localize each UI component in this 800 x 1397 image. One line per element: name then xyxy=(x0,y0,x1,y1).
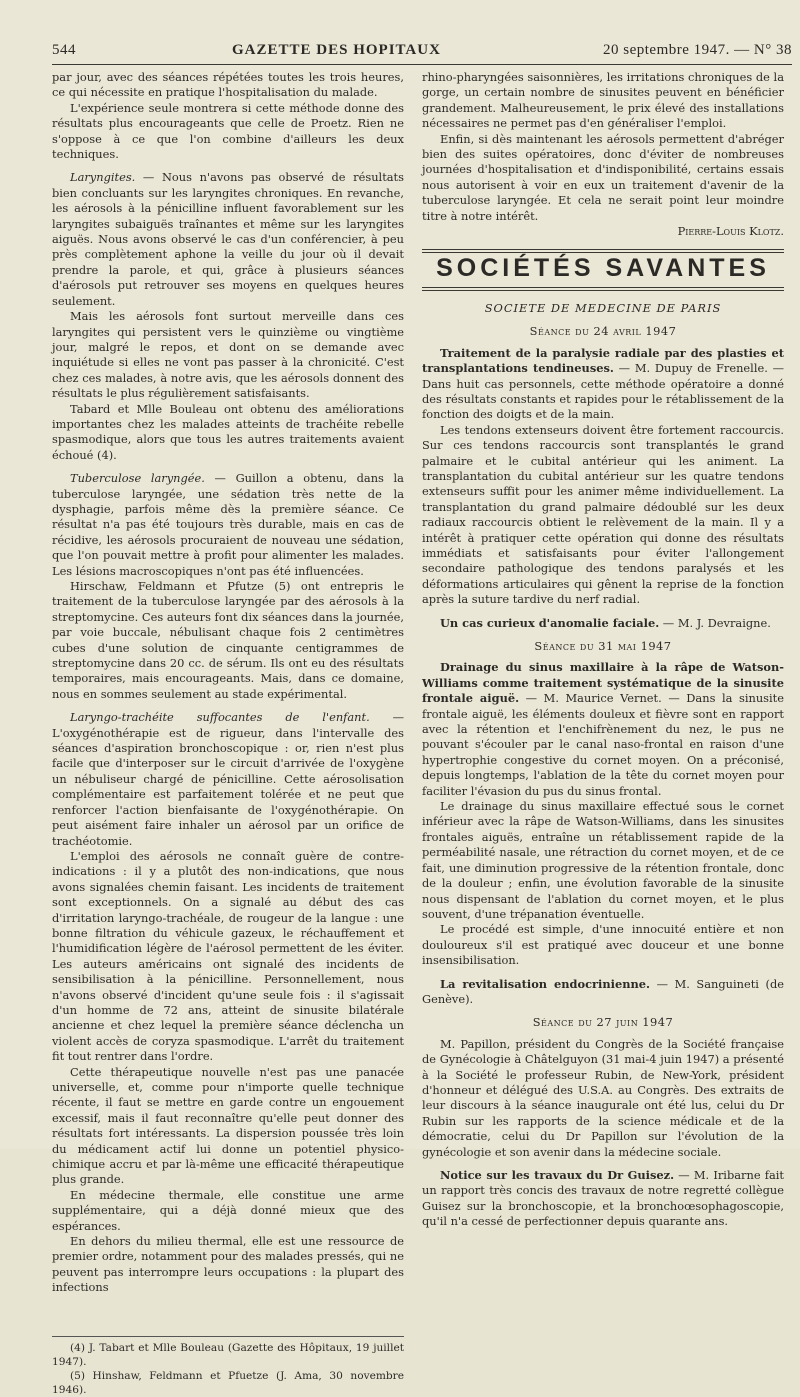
paragraph xyxy=(422,1168,784,1230)
running-header xyxy=(52,38,792,64)
right-column xyxy=(422,70,784,1230)
header-rule xyxy=(52,64,792,65)
session-date: Séance du 24 avril 1947 xyxy=(529,324,677,339)
footnote: (4) J. Tabart et Mlle Bouleau (Gazette des Hôpitaux, 19 juillet 1947). xyxy=(52,1341,404,1368)
paragraph: Hirschaw, Feldmann et Pfutze (5) ont entrepris le traitement de la tuberculose laryngée par des aérosols à la streptomycine. Ces auteurs font dix séances dans la journée, par voie buccale, nébulisant chaque fois 2 centimètres cubes d'une solution de cinquante centigrammes de streptomycine dans 20 cc. de sérum. Ils ont eu des résultats temporaires, mais encourageants. Mais, dans ce domaine, nous en sommes seulement au stade expérimental. xyxy=(52,579,404,701)
issue-date: 20 septembre 1947. — N° 38 xyxy=(603,42,792,58)
paragraph: Les tendons extenseurs doivent être fortement raccourcis. Sur ces tendons raccourcis sont transplantés le grand palmaire et le cubital antérieur qui les animent. La transplantation du cubital antérieur sur les quatre tendons extenseurs suffit pour les animer même individuellement. La transplantation du grand palmaire dédoublé sur les deux radiaux raccourcis obtient le relèvement de la main. Il y a intérêt à pratiquer cette opération qui donne des résultats immédiats et satisfaisants pour éviter l'allongement secondaire pathologique des tendons paralysés et les déformations articulaires qui gênent la reprise de la fonction après la suture tardive du nerf radial. xyxy=(422,422,784,607)
communication-title: Notice sur les travaux du Dr Guisez. xyxy=(440,1168,675,1182)
paragraph: L'expérience seule montrera si cette méthode donne des résultats plus encourageants que celle de Proetz. Rien ne s'oppose à ce que l'on combine d'ailleurs les deux techniques. xyxy=(52,100,404,162)
footnotes xyxy=(52,1336,404,1397)
communication-title: Traitement de la paralysie radiale par des plasties et transplantations tendineuses. xyxy=(422,345,784,376)
paragraph: L'emploi des aérosols ne connaît guère de contre-indications : il y a plutôt des non-indications, que nous avons signalées chemin faisant. Les incidents de traitement sont exceptionnels. On a signalé au début des cas d'irritation laryngo-trachéale, de rougeur de la langue : une bonne filtration du véhicule gazeux, le réchauffement et l'humidification légère de l'aérosol permettent de les éviter. Les auteurs américains ont signalé des incidents de sensibilisation à la pénicilline. Personnellement, nous n'avons observé d'incident qu'une seule fois : il s'agissait d'un homme de 72 ans, atteint de sinusite bilatérale ancienne et chez lequel la première séance déclencha un violent accès de coryza spasmodique. L'arrêt du traitement fit tout rentrer dans l'ordre. xyxy=(52,848,404,1064)
communication-title: Drainage du sinus maxillaire à la râpe de Watson-Williams comme traitement systématique de la sinusite frontale aiguë. xyxy=(422,660,784,706)
journal-title: GAZETTE DES HOPITAUX xyxy=(232,42,441,58)
paragraph: Le procédé est simple, d'une innocuité entière et non douloureux s'il est pratiqué avec douceur et une bonne insensibilisation. xyxy=(422,922,784,968)
paragraph-text: — M. Maurice Vernet. — Dans la sinusite frontale aiguë, les éléments douleux et fièvre sont en rapport avec la rétention et l'enchifrènement du nez, le pus ne pouvant s'écouler par le canal naso-frontal en raison d'une hypertrophie congestive du cornet moyen. On a préconisé, depuis longtemps, l'ablation de la tête du cornet moyen pour faciliter l'évasion du pus du sinus frontal. xyxy=(422,691,784,798)
paragraph-title: Laryngo-trachéite suffocantes de l'enfant. xyxy=(70,710,370,725)
section-rule xyxy=(422,287,784,291)
left-column xyxy=(52,70,404,1397)
paragraph-text: — M. Sanguineti (de Genève). xyxy=(422,976,784,1006)
paragraph: Tabard et Mlle Bouleau ont obtenu des améliorations importantes chez les malades atteints de trachéite rebelle spasmodique, alors que tous les autres traitements avaient échoué (4). xyxy=(52,401,404,462)
society-name: SOCIETE DE MEDECINE DE PARIS xyxy=(484,300,722,315)
page-number: 544 xyxy=(52,42,76,58)
paragraph: par jour, avec des séances répétées toutes les trois heures, ce qui nécessite en pratique l'hospitalisation du malade. xyxy=(52,70,404,100)
paragraph: Cette thérapeutique nouvelle n'est pas une panacée universelle, et, comme pour n'importe quelle technique récente, il faut se mettre en garde contre un engouement excessif, mais il faut reconnaître qu'elle peut donner des résultats fort intéressants. La dispersion poussée très loin du médicament actif lui donne un potentiel physico-chimique accru et par là-même une efficacité thérapeutique plus grande. xyxy=(52,1064,404,1187)
section-title: SOCIÉTÉS SAVANTES xyxy=(436,254,770,283)
paragraph-text: — Guillon a obtenu, dans la tuberculose laryngée, une sédation très nette de la dysphagie, parfois même dès la première séance. Ce résultat n'a pas été toujours très durable, mais en cas de récidive, les aérosols procuraient de nouveau une sédation, que l'on pouvait mettre à profit pour alimenter les malades. Les lésions macroscopiques n'ont pas été influencées. xyxy=(52,471,404,578)
paragraph xyxy=(422,346,784,423)
paragraph: rhino-pharyngées saisonnières, les irritations chroniques de la gorge, un certain nombre de sinusites peuvent en bénéficier grandement. Malheureusement, le prix élevé des installations nécessaires ne permet pas d'en généraliser l'emploi. xyxy=(422,70,784,131)
paragraph xyxy=(422,977,784,1008)
paragraph-title: Laryngites. xyxy=(70,170,136,185)
paragraph-text: — M. J. Devraigne. xyxy=(659,615,771,630)
paragraph xyxy=(422,660,784,799)
footnote: (5) Hinshaw, Feldmann et Pfuetze (J. Ama, 30 novembre 1946). xyxy=(52,1369,404,1396)
section-rule xyxy=(422,249,784,253)
session-date: Séance du 27 juin 1947 xyxy=(532,1015,674,1030)
paragraph-text: — Nous n'avons pas observé de résultats bien concluants sur les laryngites chroniques. En revanche, les aérosols à la pénicilline influent favorablement sur les laryngites subaiguës traînantes et même sur les laryngites aiguës. Nous avons observé le cas d'un conférencier, à peu près complètement aphone la veille du jour où il devait prendre la parole, et qui, grâce à plusieurs séances d'aérosols put retrouver ses moyens en quelques heures seulement. xyxy=(52,170,404,308)
paragraph xyxy=(422,616,784,631)
paragraph xyxy=(52,170,404,309)
paragraph: Le drainage du sinus maxillaire effectué sous le cornet inférieur avec la râpe de Watson-Williams, dans les sinusites frontales aiguës, entraîne un rétablissement rapide de la perméabilité nasale, une rétraction du cornet moyen, et de ce fait, une diminution progressive de la rétention frontale, donc de la douleur ; enfin, une évolution favorable de la sinusite nous dispensant de l'ablation du cornet moyen, et le plus souvent, d'une trépanation éventuelle. xyxy=(422,799,784,921)
paragraph: En dehors du milieu thermal, elle est une ressource de premier ordre, notamment pour des malades pressés, qui ne peuvent pas interrompre leurs occupations : la plupart des infections xyxy=(52,1234,404,1295)
paragraph xyxy=(52,471,404,579)
author-signature: Pierre-Louis Klotz. xyxy=(677,224,784,239)
communication-title: Un cas curieux d'anomalie faciale. xyxy=(440,615,660,630)
paragraph: Mais les aérosols font surtout merveille dans ces laryngites qui persistent vers le quinzième ou vingtième jour, malgré le repos, et dont on se demande avec inquiétude si elles ne vont pas passer à la chronicité. C'est chez ces malades, à notre avis, que les aérosols donnent des résultats le plus régulièrement satisfaisants. xyxy=(52,309,404,401)
communication-title: La revitalisation endocrinienne. xyxy=(440,976,650,991)
paragraph: M. Papillon, président du Congrès de la Société française de Gynécologie à Châtelguyon (31 mai-4 juin 1947) a présenté à la Société le professeur Rubin, de New-York, président d'honneur et délégué des U.S.A. au Congrès. Des extraits de leur discours à la séance inaugurale ont été lus, celui du Dr Rubin sur les rapports de la science médicale et de la démocratie, celui du Dr Papillon sur l'évolution de la gynécologie et son avenir dans la médecine sociale. xyxy=(422,1036,784,1159)
paragraph xyxy=(52,710,404,849)
paragraph-text: — M. Iribarne fait un rapport très concis des travaux de notre regretté collègue Guisez sur la bronchoscopie, et la bronchoœsophagoscopie, qu'il n'a cessé de perfectionner depuis quarante ans. xyxy=(422,1168,784,1229)
paragraph-text: — L'oxygénothérapie est de rigueur, dans l'intervalle des séances d'aspiration bronchoscopique : or, rien n'est plus facile que d'interposer sur le circuit d'arrivée de l'oxygène un nébuliseur chargé de pénicilline. Cette aérosolisation complémentaire est parfaitement tolérée et ne peut que renforcer l'action bienfaisante de l'oxygénothérapie. On peut aisément faire inhaler un aérosol par un orifice de trachéotomie. xyxy=(52,710,404,848)
paragraph-title: Tuberculose laryngée. xyxy=(70,471,205,486)
paragraph: Enfin, si dès maintenant les aérosols permettent d'abréger bien des suites opératoires, donc d'éviter de nombreuses journées d'hospitalisation et d'indisponibilité, certains essais nous autorisent à voir en eux un traitement d'avenir de la tuberculose laryngée. Et cela ne serait point leur moindre titre à notre intérêt. xyxy=(422,131,784,223)
session-date: Séance du 31 mai 1947 xyxy=(534,639,672,653)
paragraph: En médecine thermale, elle constitue une arme supplémentaire, qui a déjà donné mieux que des espérances. xyxy=(52,1187,404,1233)
paragraph-text: — M. Dupuy de Frenelle. — Dans huit cas personnels, cette méthode opératoire a donné des résultats constants et rapides pour le rétablissement de la fonction des doigts et de la main. xyxy=(422,361,784,422)
